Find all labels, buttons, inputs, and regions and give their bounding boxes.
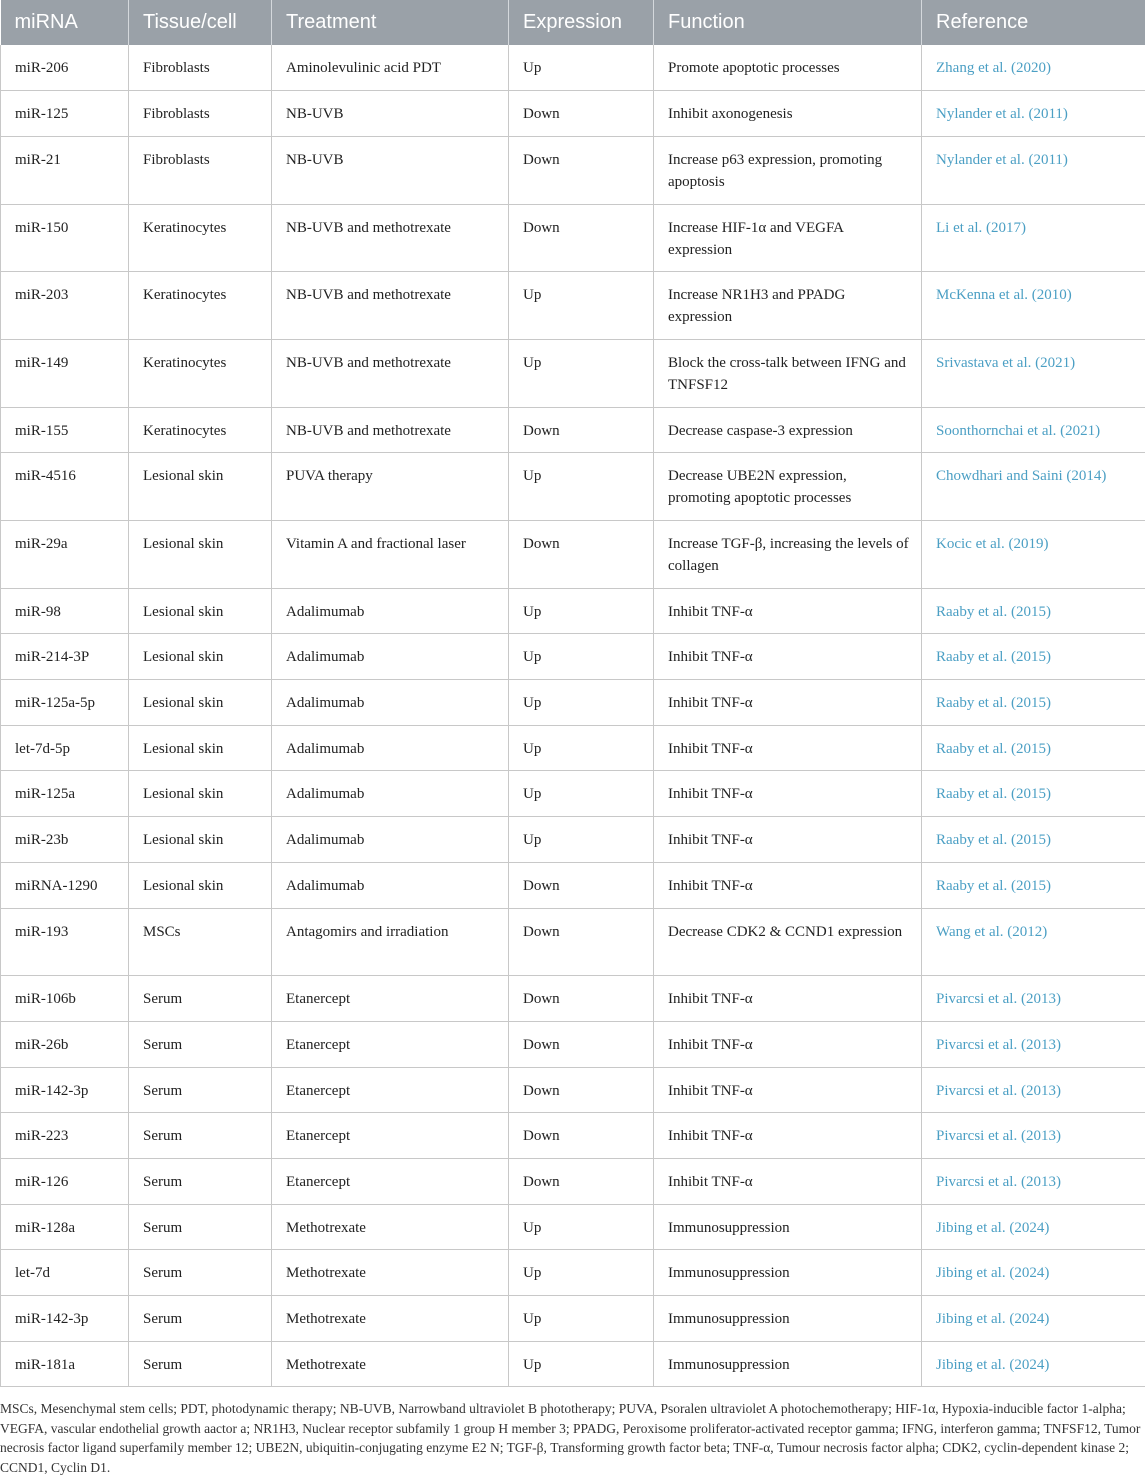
table-row <box>1 1113 1145 1159</box>
cell-expression: Down <box>509 1067 654 1113</box>
table-row <box>1 1021 1145 1067</box>
cell-treatment: NB-UVB and methotrexate <box>272 272 509 340</box>
cell-tissue: Serum <box>129 1113 272 1159</box>
cell-expression: Up <box>509 272 654 340</box>
table-row <box>1 521 1145 589</box>
cell-function: Decrease caspase-3 expression <box>654 407 922 453</box>
cell-function: Inhibit TNF-α <box>654 862 922 908</box>
cell-tissue: Lesional skin <box>129 725 272 771</box>
header-reference: Reference <box>922 0 1145 45</box>
cell-treatment: Etanercept <box>272 1158 509 1204</box>
cell-function: Decrease CDK2 & CCND1 expression <box>654 908 922 976</box>
cell-function: Decrease UBE2N expression, promoting apoptotic processes <box>654 453 922 521</box>
cell-function: Promote apoptotic processes <box>654 45 922 91</box>
cell-mirna: miRNA-1290 <box>1 862 129 908</box>
cell-reference[interactable]: Raaby et al. (2015) <box>922 588 1145 634</box>
cell-mirna: miR-150 <box>1 204 129 272</box>
cell-tissue: Lesional skin <box>129 862 272 908</box>
table-row <box>1 1158 1145 1204</box>
cell-treatment: Adalimumab <box>272 680 509 726</box>
cell-expression: Down <box>509 908 654 976</box>
cell-mirna: miR-125a <box>1 771 129 817</box>
cell-reference[interactable]: Jibing et al. (2024) <box>922 1250 1145 1296</box>
table-row <box>1 908 1145 976</box>
cell-expression: Up <box>509 1341 654 1387</box>
cell-mirna: miR-142-3p <box>1 1296 129 1342</box>
header-function: Function <box>654 0 922 45</box>
cell-treatment: NB-UVB <box>272 91 509 137</box>
cell-reference[interactable]: Wang et al. (2012) <box>922 908 1145 976</box>
cell-function: Inhibit TNF-α <box>654 634 922 680</box>
cell-function: Inhibit TNF-α <box>654 680 922 726</box>
cell-mirna: miR-21 <box>1 136 129 204</box>
cell-treatment: NB-UVB and methotrexate <box>272 407 509 453</box>
cell-tissue: Lesional skin <box>129 680 272 726</box>
cell-mirna: miR-4516 <box>1 453 129 521</box>
cell-tissue: Serum <box>129 1158 272 1204</box>
header-mirna: miRNA <box>1 0 129 45</box>
cell-reference[interactable]: Raaby et al. (2015) <box>922 862 1145 908</box>
cell-treatment: Adalimumab <box>272 588 509 634</box>
table-row <box>1 1204 1145 1250</box>
cell-expression: Up <box>509 453 654 521</box>
cell-reference[interactable]: Raaby et al. (2015) <box>922 680 1145 726</box>
cell-function: Inhibit TNF-α <box>654 725 922 771</box>
header-expression: Expression <box>509 0 654 45</box>
cell-expression: Up <box>509 725 654 771</box>
cell-treatment: Adalimumab <box>272 862 509 908</box>
cell-tissue: Serum <box>129 1250 272 1296</box>
table-row <box>1 634 1145 680</box>
cell-expression: Up <box>509 1296 654 1342</box>
cell-function: Inhibit TNF-α <box>654 1067 922 1113</box>
table-row <box>1 339 1145 407</box>
table-row <box>1 680 1145 726</box>
cell-expression: Down <box>509 521 654 589</box>
cell-reference[interactable]: Raaby et al. (2015) <box>922 817 1145 863</box>
cell-expression: Up <box>509 771 654 817</box>
table-row <box>1 272 1145 340</box>
cell-mirna: miR-98 <box>1 588 129 634</box>
cell-treatment: NB-UVB <box>272 136 509 204</box>
header-tissue-cell: Tissue/cell <box>129 0 272 45</box>
cell-treatment: Etanercept <box>272 976 509 1022</box>
cell-expression: Up <box>509 588 654 634</box>
cell-expression: Down <box>509 862 654 908</box>
cell-treatment: Adalimumab <box>272 771 509 817</box>
table-row <box>1 1341 1145 1387</box>
cell-treatment: Methotrexate <box>272 1296 509 1342</box>
cell-reference[interactable]: Jibing et al. (2024) <box>922 1204 1145 1250</box>
cell-treatment: NB-UVB and methotrexate <box>272 204 509 272</box>
cell-mirna: miR-29a <box>1 521 129 589</box>
cell-tissue: Keratinocytes <box>129 204 272 272</box>
cell-tissue: Serum <box>129 976 272 1022</box>
cell-tissue: MSCs <box>129 908 272 976</box>
table-row <box>1 862 1145 908</box>
cell-treatment: Methotrexate <box>272 1204 509 1250</box>
cell-mirna: miR-193 <box>1 908 129 976</box>
cell-tissue: Lesional skin <box>129 521 272 589</box>
cell-mirna: miR-155 <box>1 407 129 453</box>
cell-treatment: Adalimumab <box>272 634 509 680</box>
cell-treatment: Etanercept <box>272 1021 509 1067</box>
cell-tissue: Serum <box>129 1067 272 1113</box>
cell-function: Inhibit TNF-α <box>654 1021 922 1067</box>
cell-treatment: Antagomirs and irradiation <box>272 908 509 976</box>
cell-mirna: miR-106b <box>1 976 129 1022</box>
cell-function: Inhibit TNF-α <box>654 771 922 817</box>
table-row <box>1 1067 1145 1113</box>
cell-function: Inhibit axonogenesis <box>654 91 922 137</box>
table-row <box>1 1296 1145 1342</box>
cell-function: Increase HIF-1α and VEGFA expression <box>654 204 922 272</box>
cell-tissue: Keratinocytes <box>129 272 272 340</box>
cell-reference[interactable]: Raaby et al. (2015) <box>922 771 1145 817</box>
cell-expression: Down <box>509 976 654 1022</box>
cell-reference[interactable]: Jibing et al. (2024) <box>922 1341 1145 1387</box>
cell-mirna: miR-223 <box>1 1113 129 1159</box>
cell-reference[interactable]: Zhang et al. (2020) <box>922 45 1145 91</box>
cell-treatment: Adalimumab <box>272 725 509 771</box>
cell-reference[interactable]: Pivarcsi et al. (2013) <box>922 976 1145 1022</box>
table-row <box>1 204 1145 272</box>
cell-mirna: miR-125a-5p <box>1 680 129 726</box>
cell-function: Increase NR1H3 and PPADG expression <box>654 272 922 340</box>
cell-mirna: miR-206 <box>1 45 129 91</box>
table-row <box>1 588 1145 634</box>
cell-expression: Up <box>509 1204 654 1250</box>
cell-reference[interactable]: Nylander et al. (2011) <box>922 136 1145 204</box>
cell-tissue: Fibroblasts <box>129 45 272 91</box>
cell-mirna: miR-203 <box>1 272 129 340</box>
cell-treatment: Methotrexate <box>272 1250 509 1296</box>
cell-expression: Up <box>509 1250 654 1296</box>
cell-reference[interactable]: Pivarcsi et al. (2013) <box>922 1067 1145 1113</box>
cell-expression: Up <box>509 45 654 91</box>
cell-treatment: Etanercept <box>272 1113 509 1159</box>
cell-expression: Down <box>509 91 654 137</box>
cell-treatment: Aminolevulinic acid PDT <box>272 45 509 91</box>
cell-function: Immunosuppression <box>654 1341 922 1387</box>
cell-reference[interactable]: Chowdhari and Saini (2014) <box>922 453 1145 521</box>
table-row <box>1 725 1145 771</box>
cell-treatment: Vitamin A and fractional laser <box>272 521 509 589</box>
cell-tissue: Lesional skin <box>129 771 272 817</box>
cell-reference[interactable]: Pivarcsi et al. (2013) <box>922 1113 1145 1159</box>
cell-mirna: miR-125 <box>1 91 129 137</box>
table-header <box>1 0 1145 45</box>
table-row <box>1 1250 1145 1296</box>
cell-mirna: miR-142-3p <box>1 1067 129 1113</box>
cell-treatment: NB-UVB and methotrexate <box>272 339 509 407</box>
cell-function: Block the cross-talk between IFNG and TNFSF12 <box>654 339 922 407</box>
cell-expression: Up <box>509 680 654 726</box>
table-row <box>1 45 1145 91</box>
table-body <box>1 45 1145 1387</box>
cell-function: Increase TGF-β, increasing the levels of collagen <box>654 521 922 589</box>
cell-reference[interactable]: Raaby et al. (2015) <box>922 725 1145 771</box>
header-treatment: Treatment <box>272 0 509 45</box>
cell-reference[interactable]: Li et al. (2017) <box>922 204 1145 272</box>
cell-mirna: miR-23b <box>1 817 129 863</box>
cell-reference[interactable]: Pivarcsi et al. (2013) <box>922 1021 1145 1067</box>
cell-mirna: miR-214-3P <box>1 634 129 680</box>
cell-expression: Down <box>509 136 654 204</box>
cell-function: Inhibit TNF-α <box>654 588 922 634</box>
cell-reference[interactable]: McKenna et al. (2010) <box>922 272 1145 340</box>
table-row <box>1 453 1145 521</box>
cell-tissue: Lesional skin <box>129 817 272 863</box>
cell-reference[interactable]: Raaby et al. (2015) <box>922 634 1145 680</box>
cell-tissue: Serum <box>129 1204 272 1250</box>
cell-tissue: Fibroblasts <box>129 91 272 137</box>
cell-expression: Down <box>509 1021 654 1067</box>
cell-mirna: miR-128a <box>1 1204 129 1250</box>
cell-function: Immunosuppression <box>654 1296 922 1342</box>
cell-tissue: Serum <box>129 1341 272 1387</box>
cell-tissue: Serum <box>129 1021 272 1067</box>
cell-function: Immunosuppression <box>654 1204 922 1250</box>
cell-function: Inhibit TNF-α <box>654 1113 922 1159</box>
cell-treatment: Etanercept <box>272 1067 509 1113</box>
cell-function: Inhibit TNF-α <box>654 1158 922 1204</box>
cell-reference[interactable]: Nylander et al. (2011) <box>922 91 1145 137</box>
table-row <box>1 91 1145 137</box>
cell-mirna: let-7d <box>1 1250 129 1296</box>
cell-treatment: PUVA therapy <box>272 453 509 521</box>
cell-expression: Up <box>509 817 654 863</box>
cell-tissue: Lesional skin <box>129 588 272 634</box>
cell-function: Increase p63 expression, promoting apoptosis <box>654 136 922 204</box>
cell-treatment: Adalimumab <box>272 817 509 863</box>
table-row <box>1 407 1145 453</box>
cell-reference[interactable]: Jibing et al. (2024) <box>922 1296 1145 1342</box>
cell-expression: Down <box>509 407 654 453</box>
cell-tissue: Keratinocytes <box>129 339 272 407</box>
cell-mirna: miR-149 <box>1 339 129 407</box>
table-row <box>1 817 1145 863</box>
table-row <box>1 771 1145 817</box>
table-row <box>1 136 1145 204</box>
cell-reference[interactable]: Soonthornchai et al. (2021) <box>922 407 1145 453</box>
cell-function: Inhibit TNF-α <box>654 976 922 1022</box>
cell-reference[interactable]: Srivastava et al. (2021) <box>922 339 1145 407</box>
cell-treatment: Methotrexate <box>272 1341 509 1387</box>
cell-tissue: Serum <box>129 1296 272 1342</box>
cell-function: Immunosuppression <box>654 1250 922 1296</box>
cell-mirna: miR-181a <box>1 1341 129 1387</box>
cell-expression: Down <box>509 1113 654 1159</box>
table-footnote: MSCs, Mesenchymal stem cells; PDT, photodynamic therapy; NB-UVB, Narrowband ultraviolet B phototherapy; PUVA, Psoralen ultraviolet A photochemotherapy; HIF-1α, Hypoxia-inducible factor 1-alpha; VEGFA, vascular endothelial growth aactor a; NR1H3, Nuclear receptor subfamily 1 group H member 3; PPADG, Peroxisome proliferator-activated receptor gamma; IFNG, interferon gamma; TNFSF12, Tumor necrosis factor ligand superfamily member 12; UBE2N, ubiquitin-conjugating enzyme E2 N; TGF-β, Transforming growth factor beta; TNF-α, Tumour necrosis factor alpha; CDK2, cyclin-dependent kinase 2; CCND1, Cyclin D1. <box>0 1401 1141 1475</box>
cell-tissue: Fibroblasts <box>129 136 272 204</box>
cell-mirna: miR-126 <box>1 1158 129 1204</box>
cell-function: Inhibit TNF-α <box>654 817 922 863</box>
cell-tissue: Keratinocytes <box>129 407 272 453</box>
cell-expression: Down <box>509 204 654 272</box>
cell-expression: Up <box>509 339 654 407</box>
cell-tissue: Lesional skin <box>129 634 272 680</box>
cell-reference[interactable]: Kocic et al. (2019) <box>922 521 1145 589</box>
table-row <box>1 976 1145 1022</box>
cell-tissue: Lesional skin <box>129 453 272 521</box>
cell-expression: Up <box>509 634 654 680</box>
cell-reference[interactable]: Pivarcsi et al. (2013) <box>922 1158 1145 1204</box>
cell-mirna: let-7d-5p <box>1 725 129 771</box>
cell-mirna: miR-26b <box>1 1021 129 1067</box>
cell-expression: Down <box>509 1158 654 1204</box>
